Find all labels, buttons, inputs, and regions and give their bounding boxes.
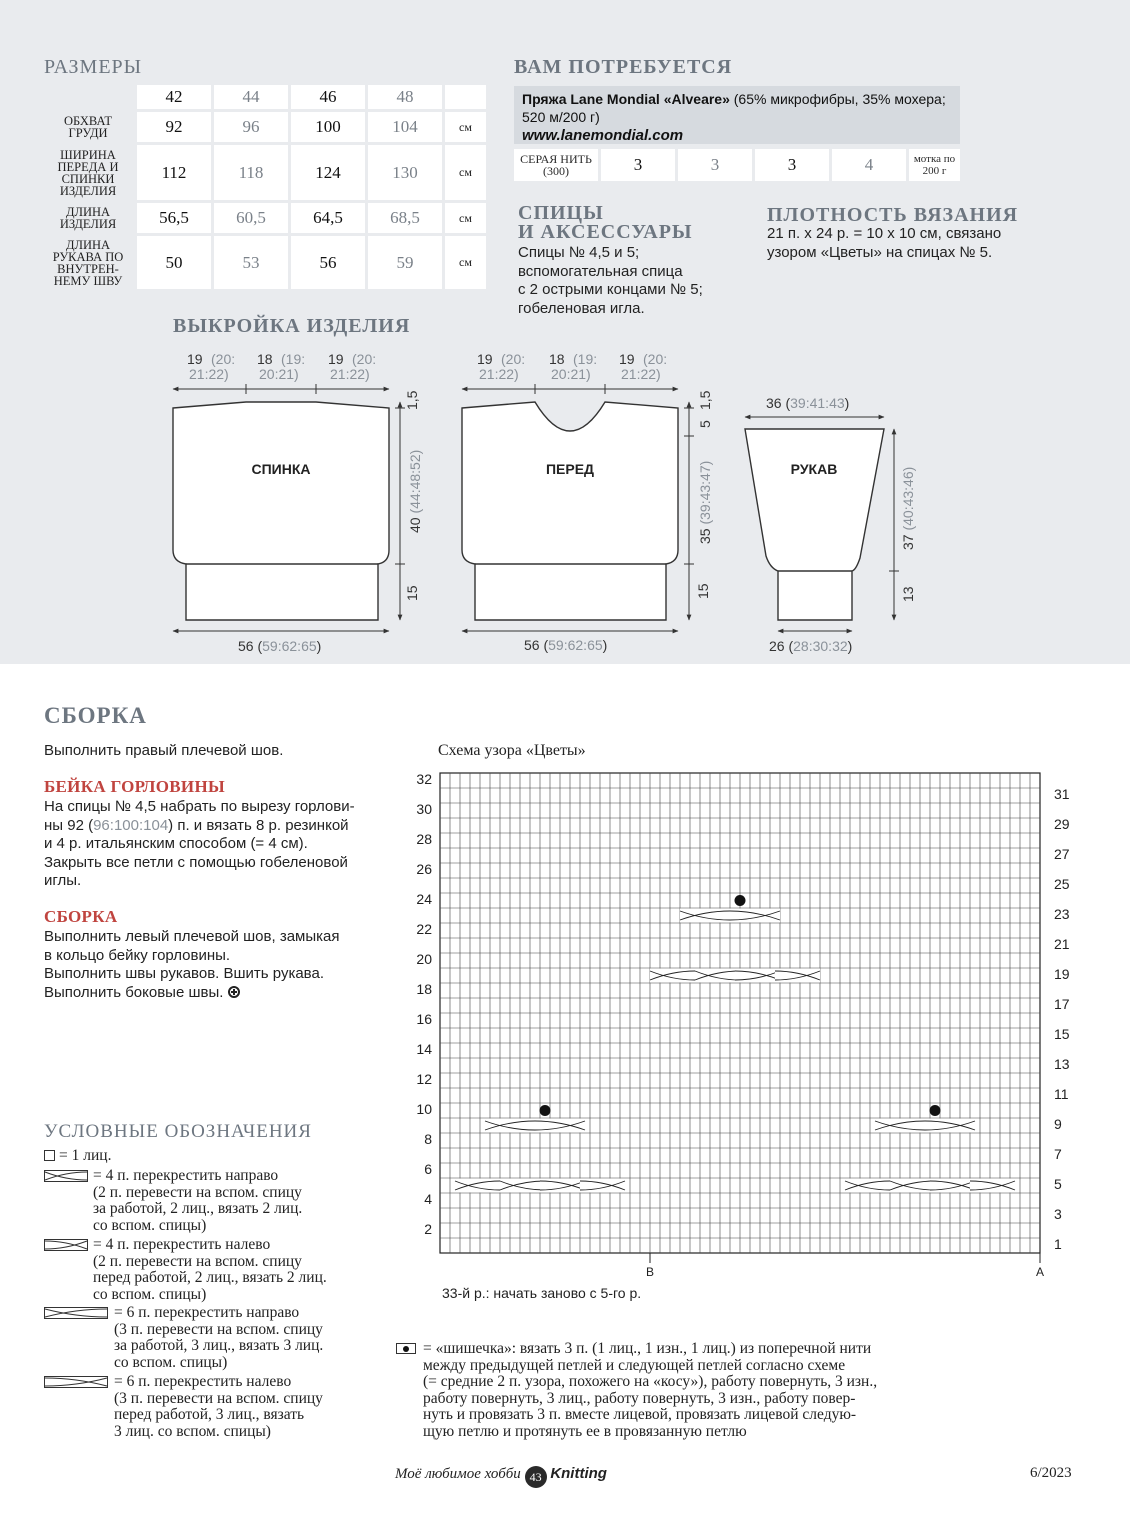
chart-row-number: 1 (1054, 1236, 1062, 1252)
cable-symbol (890, 1179, 935, 1193)
size-value: 100 (291, 112, 365, 142)
dim-front-neck-depth: 5 (697, 420, 713, 428)
cable-symbol (485, 1119, 535, 1133)
chart-row-number: 19 (1054, 966, 1070, 982)
chart-row-number: 10 (416, 1101, 432, 1117)
chart-row-number: 5 (1054, 1176, 1062, 1192)
chart-row-number: 28 (416, 831, 432, 847)
assembly-text: Выполнить левый плечевой шов, замыкая в кольцо бейку горловины. Выполнить швы рукавов. Вшить рукава. Выполнить боковые швы. (44, 928, 340, 1001)
chart-row-number: 18 (416, 981, 432, 997)
size-header: 48 (368, 85, 442, 109)
repeat-label-a: A (1035, 1265, 1045, 1279)
sleeve-label: РУКАВ (790, 461, 838, 477)
size-unit: см (445, 112, 486, 142)
cable-symbol (735, 969, 780, 983)
cable-symbol (650, 969, 695, 983)
front-shape (462, 402, 678, 620)
legend-k1: = 1 лиц. (44, 1148, 111, 1165)
size-unit: см (445, 236, 486, 289)
yarn-amount: 4 (832, 149, 906, 181)
cable-symbol (775, 969, 820, 983)
legend-c4r: = 4 п. перекрестить направо (2 п. перевести на вспом. спицу за работой, 2 лиц., вязать 2 лиц. со вспом. спицы) (93, 1167, 303, 1234)
footer-issue: 6/2023 (1030, 1465, 1072, 1481)
needles-text: Спицы № 4,5 и 5; вспомогательная спица с 2 острыми концами № 5; гобеленовая игла. (518, 244, 703, 317)
size-value: 112 (137, 145, 211, 200)
cable6-right-icon (44, 1307, 108, 1319)
yarn-brand: Пряжа Lane Mondial «Alveare» (522, 91, 730, 107)
dim-back-body: 40 (44:48:52) (407, 449, 423, 533)
chart-row-number: 9 (1054, 1116, 1062, 1132)
size-value: 124 (291, 145, 365, 200)
size-row-label: ДЛИНА ИЗДЕЛИЯ (44, 203, 132, 233)
dim-sleeve-top: 36 (39:41:43) (766, 395, 850, 411)
neckband-text: На спицы № 4,5 набрать по вырезу горлови- ны 92 (96:100:104) п. и вязать 8 р. резинкой и 4 р. итальянским способом (= 4 см). Закрыть все петли с помощью гобеленовой иглы. (44, 798, 355, 889)
cable-symbol (925, 1119, 975, 1133)
neckband-title: БЕЙКА ГОРЛОВИНЫ (44, 777, 225, 796)
bobble-symbol (930, 1105, 941, 1116)
size-header-blank (445, 85, 486, 109)
size-unit: см (445, 145, 486, 200)
svg-text:20:21): 20:21) (259, 366, 299, 382)
svg-text:(20:: (20: (501, 351, 526, 367)
gauge-text: 21 п. х 24 р. = 10 х 10 см, связано узором «Цветы» на спицах № 5. (767, 225, 1002, 261)
dim-front-neck: 18 (549, 351, 565, 367)
dim-sleeve-cuff: 13 (900, 586, 916, 602)
dim-back-shoulder-drop: 1,5 (404, 390, 420, 410)
size-row-label: ОБХВАТ ГРУДИ (44, 112, 132, 142)
dim-back-width: 56 (59:62:65) (238, 638, 322, 654)
chart-row-number: 25 (1054, 876, 1070, 892)
size-header: 44 (214, 85, 288, 109)
chart-row-number: 32 (416, 771, 432, 787)
yarn-info (514, 86, 960, 144)
chart-note: 33-й р.: начать заново с 5-го р. (442, 1285, 642, 1301)
legend-title: УСЛОВНЫЕ ОБОЗНАЧЕНИЯ (44, 1121, 312, 1142)
dim-sleeve-bottom: 26 (28:30:32) (769, 638, 853, 654)
size-value: 92 (137, 112, 211, 142)
dim-front-shoulder-l: 19 (477, 351, 493, 367)
pattern-title: ВЫКРОЙКА ИЗДЕЛИЯ (173, 315, 411, 337)
chart-row-number: 17 (1054, 996, 1070, 1012)
chart-row-number: 7 (1054, 1146, 1062, 1162)
size-corner (44, 85, 132, 109)
dim-back-shoulder-l: 19 (187, 351, 203, 367)
size-value: 104 (368, 112, 442, 142)
chart-row-number: 23 (1054, 906, 1070, 922)
cable-symbol (695, 969, 740, 983)
needles-title: СПИЦЫ И АКСЕССУАРЫ (518, 202, 693, 243)
sizes-title: РАЗМЕРЫ (44, 56, 143, 78)
size-value: 56 (291, 236, 365, 289)
size-header: 46 (291, 85, 365, 109)
page-number: 43 (525, 1466, 547, 1488)
svg-text:21:22): 21:22) (189, 366, 229, 382)
cable-symbol (535, 1119, 585, 1133)
dim-back-shoulder-r: 19 (328, 351, 344, 367)
chart-row-number: 26 (416, 861, 432, 877)
size-value: 59 (368, 236, 442, 289)
chart-row-number: 29 (1054, 816, 1070, 832)
cable4-right-icon (44, 1170, 88, 1182)
yarn-unit: мотка по 200 г (909, 149, 960, 181)
back-label: СПИНКА (251, 461, 311, 477)
yarn-amount: 3 (601, 149, 675, 181)
repeat-label-b: B (645, 1265, 655, 1279)
chart-row-number: 8 (424, 1131, 432, 1147)
back-shape (173, 402, 389, 620)
svg-text:(19:: (19: (573, 351, 598, 367)
chart-row-number: 6 (424, 1161, 432, 1177)
chart-row-number: 21 (1054, 936, 1070, 952)
cable-symbol (455, 1179, 500, 1193)
dim-front-shoulder-drop: 1,5 (697, 390, 713, 410)
end-mark-icon (228, 986, 240, 998)
yarn-url: www.lanemondial.com (522, 127, 684, 144)
chart-row-number: 14 (416, 1041, 432, 1057)
chart-row-number: 16 (416, 1011, 432, 1027)
yarn-amount: 3 (755, 149, 829, 181)
size-value: 118 (214, 145, 288, 200)
size-row-label: ШИРИНА ПЕРЕДА И СПИНКИ ИЗДЕЛИЯ (44, 145, 132, 200)
dim-back-neck: 18 (257, 351, 273, 367)
cable-symbol (500, 1179, 545, 1193)
need-title: ВАМ ПОТРЕБУЕТСЯ (514, 56, 733, 78)
cable-symbol (970, 1179, 1015, 1193)
cable-symbol (875, 1119, 925, 1133)
cable6-left-icon (44, 1376, 108, 1388)
svg-text:(20:: (20: (643, 351, 668, 367)
bobble-symbol (735, 895, 746, 906)
pattern-schematic (0, 340, 1130, 664)
cable-symbol (730, 909, 780, 923)
cable4-left-icon (44, 1239, 88, 1251)
chart-row-number: 11 (1054, 1086, 1069, 1102)
bobble-icon (396, 1343, 416, 1354)
assembly-intro: Выполнить правый плечевой шов. (44, 742, 284, 759)
svg-text:21:22): 21:22) (330, 366, 370, 382)
chart-row-number: 27 (1054, 846, 1070, 862)
dim-front-body: 35 (39:43:47) (697, 460, 713, 544)
svg-text:21:22): 21:22) (479, 366, 519, 382)
chart-row-number: 13 (1054, 1056, 1070, 1072)
front-label: ПЕРЕД (545, 461, 595, 477)
size-row-label: ДЛИНА РУКАВА ПО ВНУТРЕН-НЕМУ ШВУ (44, 236, 132, 289)
size-value: 53 (214, 236, 288, 289)
dim-back-rib: 15 (404, 585, 420, 601)
knit-square-icon (44, 1150, 55, 1161)
cable-symbol (680, 909, 730, 923)
assembly-title: СБОРКА (44, 703, 147, 728)
size-value: 64,5 (291, 203, 365, 233)
svg-text:(20:: (20: (211, 351, 236, 367)
cable-symbol (540, 1179, 585, 1193)
size-unit: см (445, 203, 486, 233)
size-value: 68,5 (368, 203, 442, 233)
yarn-color: СЕРАЯ НИТЬ (300) (514, 149, 598, 181)
svg-text:(19:: (19: (281, 351, 306, 367)
sleeve-shape (745, 429, 884, 620)
assembly-subtitle: СБОРКА (44, 907, 118, 926)
legend-bobble: = «шишечка»: вязать 3 п. (1 лиц., 1 изн., 1 лиц.) из поперечной нити между предыдущей петлей и следующей петлей согласно схеме (= средние 2 п. узора, похожего на «косу»), работу повернуть, 3 изн., работу повернуть, 3 лиц., работу повернуть, 3 изн., работу повер- нуть и провязать 3 п. вместе лицевой, провязать лицевой следую- щую петлю и протянуть ее в провязанную петлю (423, 1340, 878, 1440)
chart-row-number: 20 (416, 951, 432, 967)
dim-front-width: 56 (59:62:65) (524, 637, 608, 653)
chart-row-number: 30 (416, 801, 432, 817)
footer-magazine: Моё любимое хобби 43 Knitting (395, 1465, 607, 1488)
chart-row-number: 31 (1054, 786, 1070, 802)
knitting-chart (400, 765, 1080, 1305)
dim-front-shoulder-r: 19 (619, 351, 635, 367)
cable-symbol (580, 1179, 625, 1193)
cable-symbol (930, 1179, 975, 1193)
size-value: 60,5 (214, 203, 288, 233)
yarn-amount: 3 (678, 149, 752, 181)
size-value: 130 (368, 145, 442, 200)
size-value: 50 (137, 236, 211, 289)
size-value: 56,5 (137, 203, 211, 233)
chart-row-number: 15 (1054, 1026, 1070, 1042)
bobble-symbol (540, 1105, 551, 1116)
chart-row-number: 3 (1054, 1206, 1062, 1222)
chart-row-number: 12 (416, 1071, 432, 1087)
size-value: 96 (214, 112, 288, 142)
chart-row-number: 2 (424, 1221, 432, 1237)
svg-text:(20:: (20: (352, 351, 377, 367)
chart-row-number: 4 (424, 1191, 432, 1207)
chart-title: Схема узора «Цветы» (438, 742, 586, 759)
legend-c6l: = 6 п. перекрестить налево (3 п. перевести на вспом. спицу перед работой, 3 лиц., вязать 3 лиц. со вспом. спицы) (114, 1373, 323, 1440)
cable-symbol (845, 1179, 890, 1193)
legend-c4l: = 4 п. перекрестить налево (2 п. перевести на вспом. спицу перед работой, 2 лиц., вязать 2 лиц. со вспом. спицы) (93, 1236, 327, 1303)
svg-text:20:21): 20:21) (551, 366, 591, 382)
legend-c6r: = 6 п. перекрестить направо (3 п. перевести на вспом. спицу за работой, 3 лиц., вязать 3 лиц. со вспом. спицы) (114, 1304, 324, 1371)
chart-row-number: 24 (416, 891, 432, 907)
chart-row-number: 22 (416, 921, 432, 937)
gauge-title: ПЛОТНОСТЬ ВЯЗАНИЯ (767, 204, 1019, 226)
dim-sleeve-length: 37 (40:43:46) (900, 466, 916, 550)
yarn-composition: (65% микрофибры, 35% мохера; 520 м/200 г) (522, 91, 946, 125)
dim-front-rib: 15 (695, 583, 711, 599)
svg-text:21:22): 21:22) (621, 366, 661, 382)
size-header: 42 (137, 85, 211, 109)
